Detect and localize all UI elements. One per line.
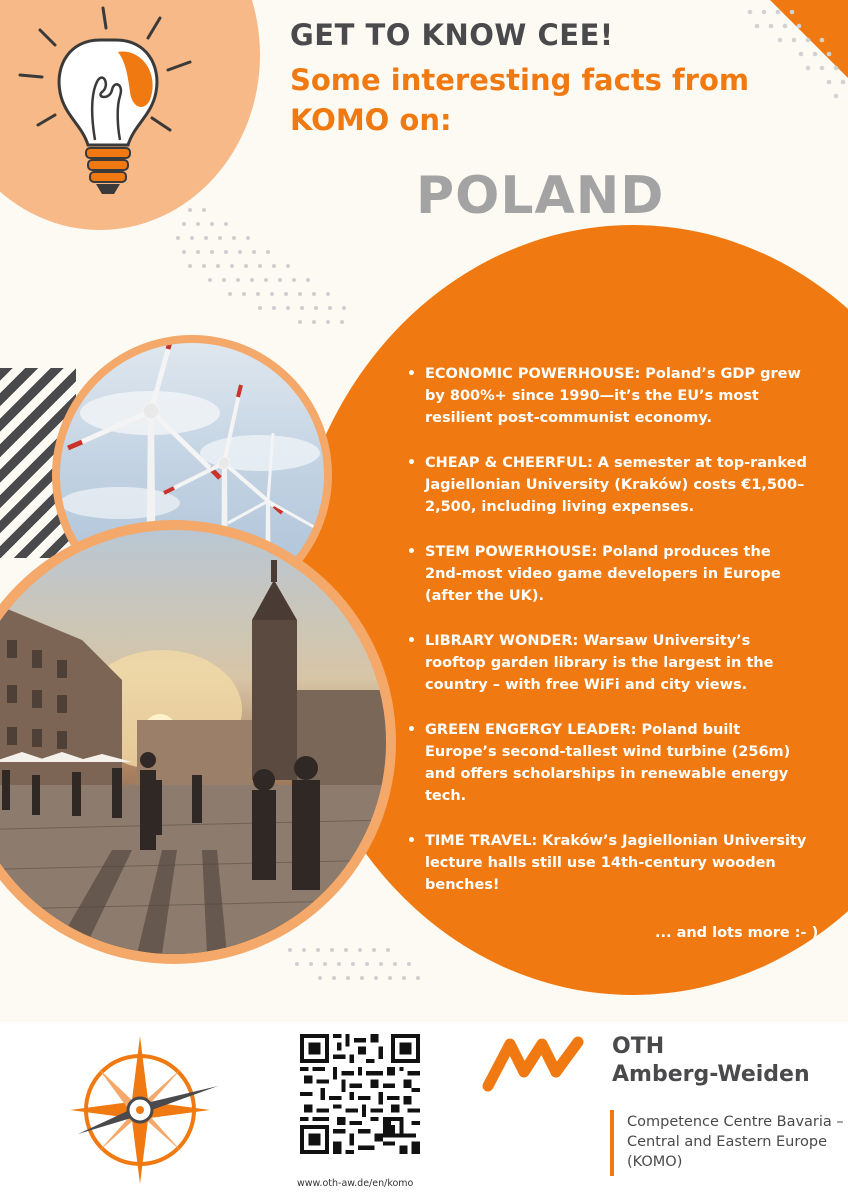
- fact-item: • ECONOMIC POWERHOUSE: Poland’s GDP grew by 800%+ since 1990—it’s the EU’s most resilient post-communist economy.: [405, 363, 810, 429]
- facts-list: [405, 363, 810, 919]
- qr-code[interactable]: [300, 1034, 420, 1154]
- fact-item: • STEM POWERHOUSE: Poland produces the 2nd-most video game developers in Europe (after the UK).: [405, 541, 810, 607]
- fact-item: • LIBRARY WONDER: Warsaw University’s rooftop garden library is the largest in the country – with free WiFi and city views.: [405, 630, 810, 696]
- oth-name-line1: OTH: [612, 1034, 665, 1059]
- compass-rose-icon: [68, 1028, 218, 1188]
- oth-logo-icon: [480, 1034, 590, 1094]
- fact-item: • CHEAP & CHEERFUL: A semester at top-ranked Jagiellonian University (Kraków) costs €1,500–2,500, including living expenses.: [405, 452, 810, 518]
- dot-pattern-bottom: [280, 940, 440, 1000]
- light-bulb-icon: [0, 0, 260, 230]
- more-text: ... and lots more :- ): [655, 925, 819, 941]
- competence-centre-text: Competence Centre Bavaria – Central and Eastern Europe (KOMO): [627, 1114, 844, 1170]
- competence-centre-accent-bar: [610, 1110, 614, 1176]
- fact-item: • GREEN ENGERGY LEADER: Poland built Europe’s second-tallest wind turbine (256m) and offers scholarships in renewable energy tech.: [405, 719, 810, 807]
- oth-name-line2: Amberg-Weiden: [612, 1062, 810, 1087]
- heading-get-to-know: GET TO KNOW CEE!: [290, 18, 614, 52]
- website-url[interactable]: www.oth-aw.de/en/komo: [297, 1178, 414, 1189]
- heading-subtitle: Some interesting facts from KOMO on:: [290, 63, 750, 137]
- country-title: POLAND: [416, 166, 665, 226]
- dot-pattern-middle: [170, 200, 360, 350]
- fact-item: • TIME TRAVEL: Kraków’s Jagiellonian University lecture halls still use 14th-century wooden benches!: [405, 830, 810, 896]
